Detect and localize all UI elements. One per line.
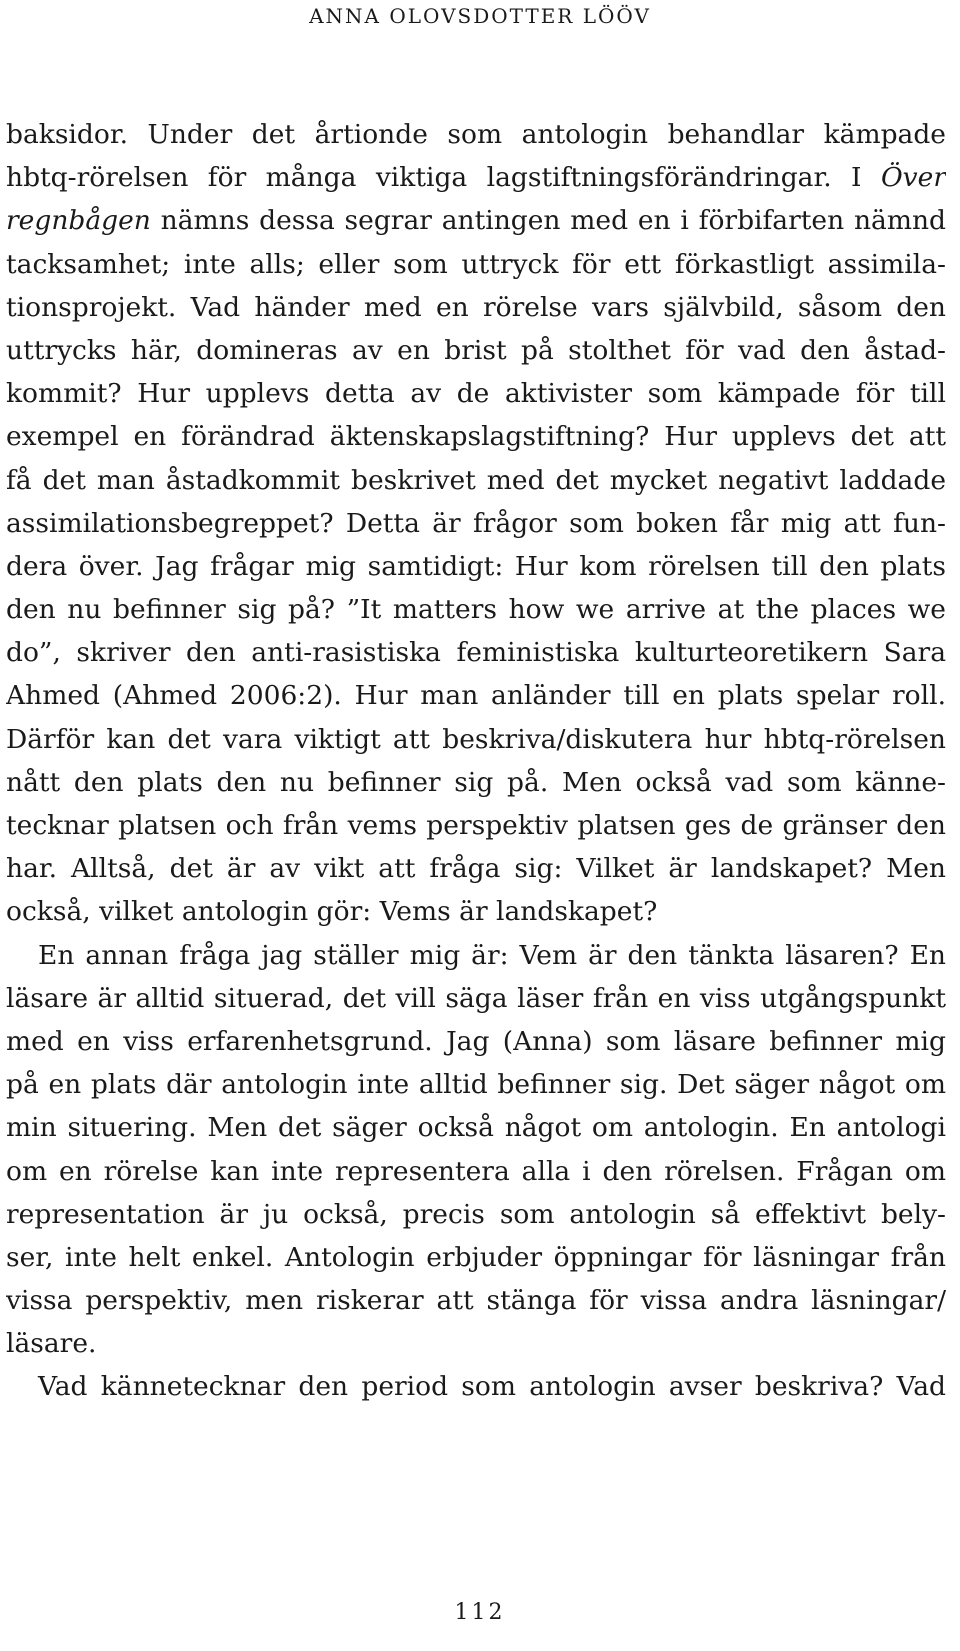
text-line-11: dera över. Jag frågar mig samtidigt: Hur kom rörelsen till den plats [6, 550, 946, 582]
text-line-28: vissa perspektiv, men riskerar att stänga för vissa andra läsningar/ [6, 1285, 946, 1317]
text-line-25: om en rörelse kan inte representera alla i den rörelsen. Frågan om [6, 1155, 946, 1187]
page-number: 112 [454, 1600, 506, 1625]
text-line-20: En annan fråga jag ställer mig är: Vem är den tänkta läsaren? En [38, 939, 946, 971]
text-line-13: do”, skriver den anti-rasistiska feministiska kulturteoretikern Sara [6, 637, 946, 669]
text-line-1: baksidor. Under det årtionde som antologin behandlar kämpade [6, 119, 946, 150]
text-line-9: få det man åstadkommit beskrivet med det mycket negativt laddade [6, 464, 946, 496]
text-line-6: uttrycks här, domineras av en brist på stolthet för vad den åstad- [6, 334, 946, 366]
text-line-12: den nu befinner sig på? ”It matters how we arrive at the places we [6, 594, 946, 626]
text-line-5: tionsprojekt. Vad händer med en rörelse vars självbild, såsom den [6, 291, 946, 323]
text-line-7: kommit? Hur upplevs detta av de aktivister som kämpade för till [6, 378, 946, 410]
text-line-26: representation är ju också, precis som antologin så effektivt bely- [6, 1198, 946, 1230]
running-head: ANNA OLOVSDOTTER LÖÖV [309, 4, 651, 28]
text-line-30: Vad kännetecknar den period som antologin avser beskriva? Vad [38, 1371, 946, 1403]
text-line-3: regnbågen nämns dessa segrar antingen med en i förbifarten nämnd [6, 205, 946, 237]
text-line-23: på en plats där antologin inte alltid befinner sig. Det säger något om [6, 1069, 946, 1101]
text-line-27: ser, inte helt enkel. Antologin erbjuder öppningar för läsningar från [6, 1241, 946, 1273]
text-line-19: också, vilket antologin gör: Vems är landskapet? [6, 896, 658, 928]
text-line-22: med en viss erfarenhetsgrund. Jag (Anna) som läsare befinner mig [6, 1025, 946, 1057]
text-line-17: tecknar platsen och från vems perspektiv platsen ges de gränser den [6, 810, 946, 841]
body-text [6, 113, 946, 1409]
text-line-21: läsare är alltid situerad, det vill säga läser från en viss utgångspunkt [6, 982, 946, 1014]
text-line-2: hbtq-rörelsen för många viktiga lagstiftningsförändringar. I Över [6, 162, 946, 194]
text-line-24: min situering. Men det säger också något om antologin. En antologi [6, 1112, 946, 1144]
italic-title-part-2: regnbågen [6, 205, 151, 237]
italic-title-part-1: Över [880, 162, 946, 194]
text-line-29: läsare. [6, 1328, 97, 1360]
text-line-15: Därför kan det vara viktigt att beskriva/diskutera hur hbtq-rörelsen [6, 723, 946, 755]
text-line-18: har. Alltså, det är av vikt att fråga sig: Vilket är landskapet? Men [6, 853, 946, 885]
text-line-16: nått den plats den nu befinner sig på. Men också vad som känne- [6, 766, 946, 798]
text-line-4: tacksamhet; inte alls; eller som uttryck för ett förkastligt assimila- [6, 248, 946, 280]
text-line-14: Ahmed (Ahmed 2006:2). Hur man anländer till en plats spelar roll. [6, 680, 946, 712]
text-line-8: exempel en förändrad äktenskapslagstiftning? Hur upplevs det att [6, 421, 946, 453]
text-line-10: assimilationsbegreppet? Detta är frågor som boken får mig att fun- [6, 507, 946, 539]
